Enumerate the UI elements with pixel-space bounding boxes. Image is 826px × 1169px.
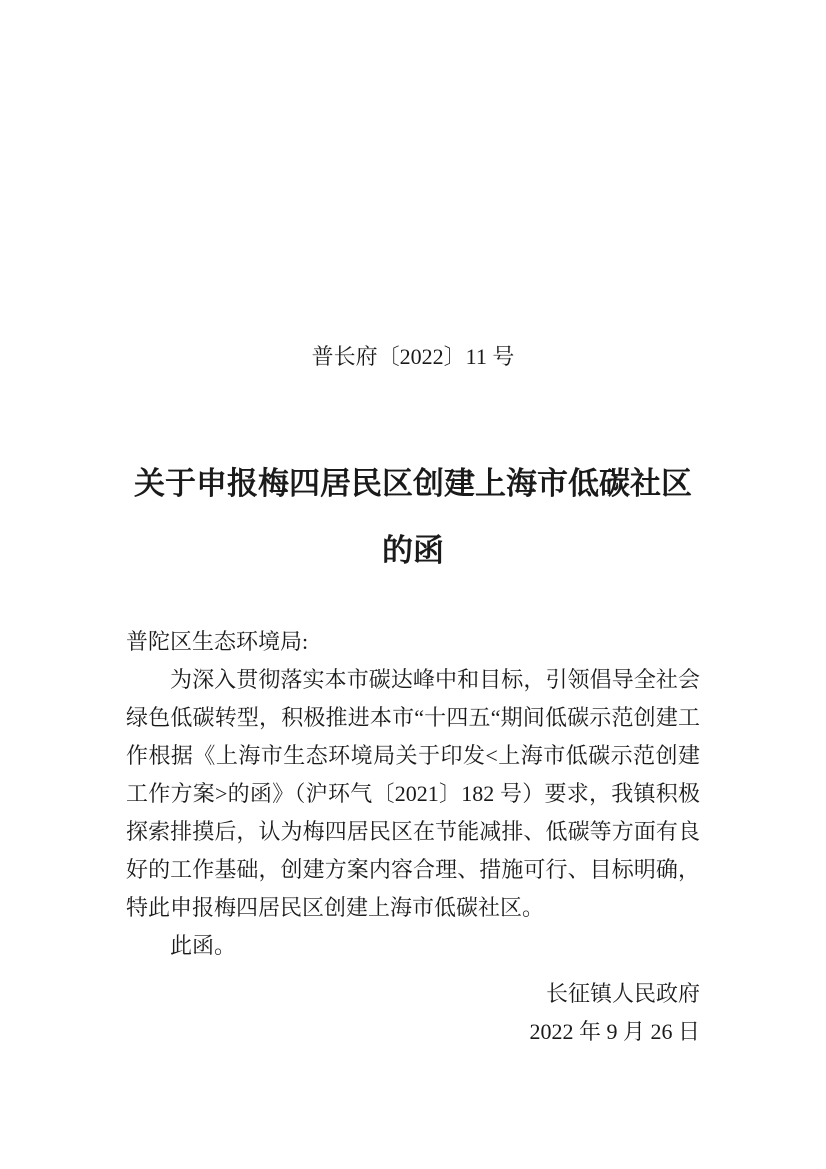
signer-name: 长征镇人民政府 <box>545 981 700 1006</box>
document-title <box>126 450 700 584</box>
signature-date: 2022 年 9 月 26 日 <box>529 1019 700 1044</box>
body-paragraph: 为深入贯彻落实本市碳达峰中和目标，引领倡导全社会绿色低碳转型，积极推进本市“十四五“期间低碳示范创建工作根据《上海市生态环境局关于印发<上海市低碳示范创建工作方案>的函》（沪环气〔2021〕182 号）要求，我镇积极探索排摸后，认为梅四居民区在节能减排、低碳等方面有良好的工作基础，创建方案内容合理、措施可行、目标明确，特此申报梅四居民区创建上海市低碳社区。 <box>126 667 700 920</box>
document-body <box>126 623 700 965</box>
signature-block <box>126 975 700 1051</box>
addressee-line: 普陀区生态环境局: <box>126 629 309 654</box>
document-title-line-2: 的函 <box>382 533 444 568</box>
closing-line: 此函。 <box>170 933 237 958</box>
document-title-line-1: 关于申报梅四居民区创建上海市低碳社区 <box>134 466 692 501</box>
document-number: 普长府〔2022〕11 号 <box>311 344 515 369</box>
